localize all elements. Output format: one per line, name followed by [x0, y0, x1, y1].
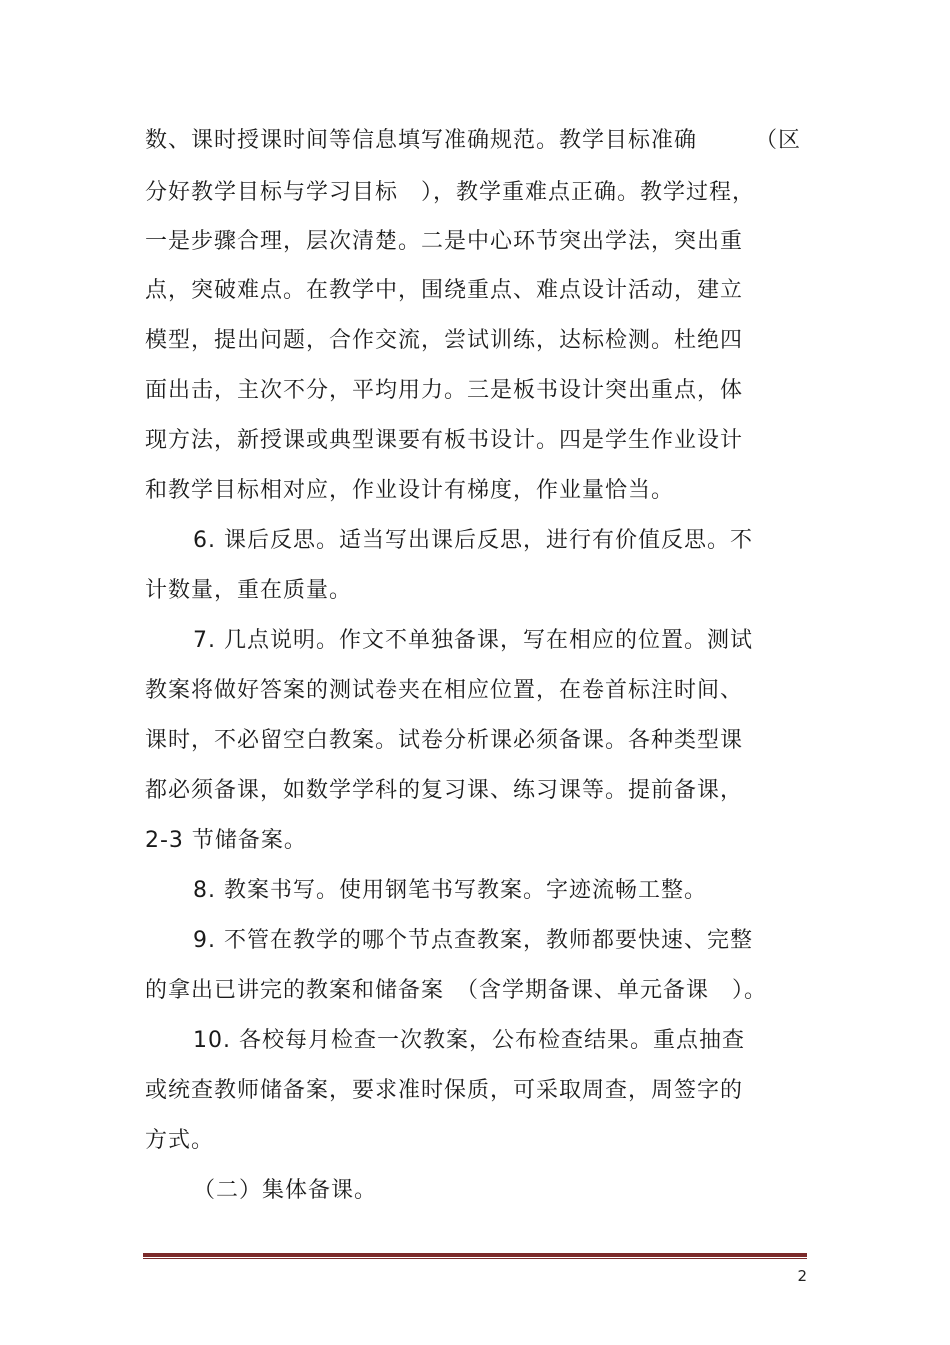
- paragraph-7-line: 7. 几点说明。作文不单独备课，写在相应的位置。测试: [193, 628, 753, 653]
- paragraph-8-line: 8. 教案书写。使用钢笔书写教案。字迹流畅工整。: [193, 878, 707, 903]
- footer-rule-thin: [143, 1258, 807, 1259]
- body-line: 一是步骤合理，层次清楚。二是中心环节突出学法，突出重: [145, 229, 744, 254]
- body-line: 2-3 节储备案。: [145, 828, 307, 853]
- body-line: 分好教学目标与学习目标 ），教学重难点正确。教学过程，: [145, 180, 756, 205]
- body-line: 和教学目标相对应，作业设计有梯度，作业量恰当。: [145, 478, 675, 503]
- body-line: 课时，不必留空白教案。试卷分析课必须备课。各种类型课: [145, 728, 744, 753]
- body-line: 面出击，主次不分，平均用力。三是板书设计突出重点，体: [145, 378, 744, 403]
- body-line: 都必须备课，如数学学科的复习课、练习课等。提前备课，: [145, 778, 744, 803]
- body-line: 现方法，新授课或典型课要有板书设计。四是学生作业设计: [145, 428, 744, 453]
- page-number: 2: [797, 1267, 807, 1285]
- body-line: 方式。: [145, 1128, 215, 1153]
- paragraph-10-line: 10. 各校每月检查一次教案，公布检查结果。重点抽查: [193, 1028, 745, 1053]
- body-line: 的拿出已讲完的教案和储备案 （含学期备课、单元备课 ）。: [145, 978, 768, 1003]
- paragraph-6-line: 6. 课后反思。适当写出课后反思，进行有价值反思。不: [193, 528, 753, 553]
- body-line: 模型，提出问题，合作交流，尝试训练，达标检测。杜绝四: [145, 328, 744, 353]
- section-heading: （二）集体备课。: [193, 1178, 378, 1203]
- footer-rule: [143, 1253, 807, 1257]
- paragraph-9-line: 9. 不管在教学的哪个节点查教案，教师都要快速、完整: [193, 928, 753, 953]
- body-line: 或统查教师储备案，要求准时保质，可采取周查，周签字的: [145, 1078, 744, 1103]
- body-line: 点，突破难点。在教学中，围绕重点、难点设计活动，建立: [145, 278, 744, 303]
- body-line: 计数量，重在质量。: [145, 578, 353, 603]
- body-line: 数、课时授课时间等信息填写准确规范。教学目标准确 （区: [145, 128, 802, 153]
- body-line: 教案将做好答案的测试卷夹在相应位置，在卷首标注时间、: [145, 678, 744, 703]
